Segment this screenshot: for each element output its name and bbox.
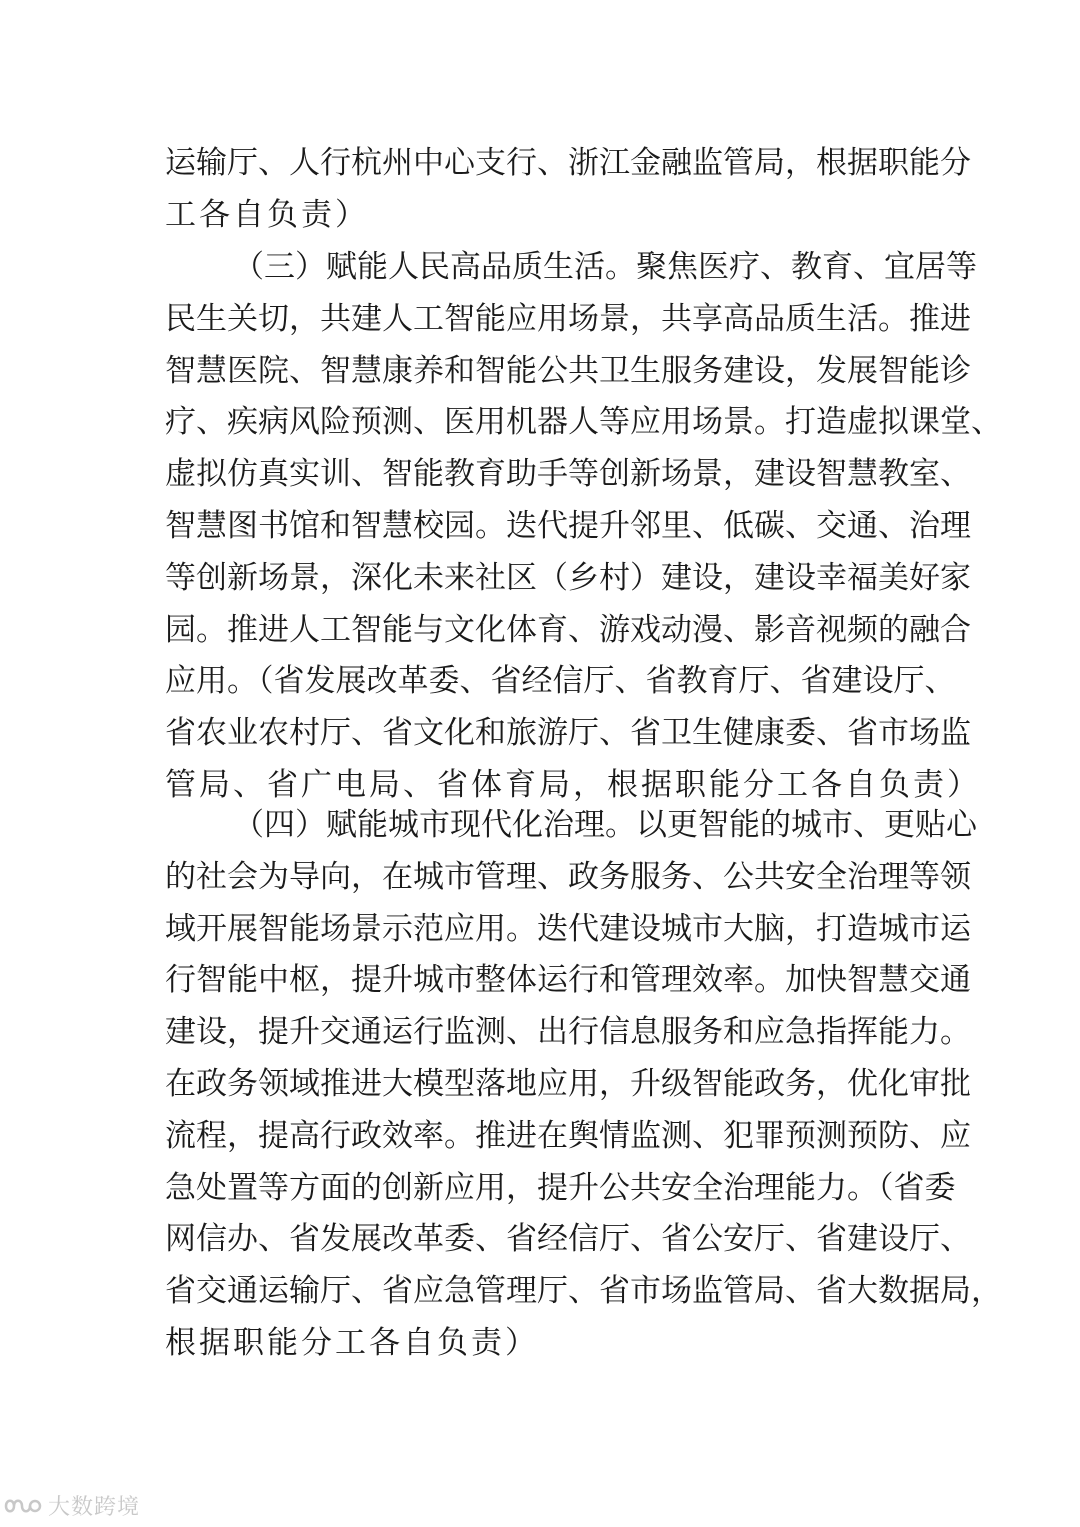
text-line: 根据职能分工各自负责） — [165, 1324, 539, 1361]
text-line: 应用。（省发展改革委、省经信厅、省教育厅、省建设厅、 — [165, 663, 956, 700]
text-line: 省交通运输厅、省应急管理厅、省市场监管局、省大数据局， — [165, 1273, 1002, 1310]
infinity-logo-icon — [4, 1494, 42, 1518]
paragraph-section-4 — [165, 800, 1002, 1370]
text-line: 域开展智能场景示范应用。迭代建设城市大脑，打造城市运 — [165, 910, 971, 947]
watermark-text: 大数跨境 — [48, 1495, 141, 1520]
text-line: 疗、疾病风险预测、医用机器人等应用场景。打造虚拟课堂、 — [165, 404, 1002, 441]
watermark — [4, 1490, 140, 1521]
section-heading-line: （四）赋能城市现代化治理。以更智能的城市、更贴心 — [233, 807, 977, 843]
text-line: 园。推进人工智能与文化体育、游戏动漫、影音视频的融合 — [165, 611, 971, 648]
text-line: 行智能中枢，提升城市整体运行和管理效率。加快智慧交通 — [165, 962, 971, 999]
text-line: 智慧医院、智慧康养和智能公共卫生服务建设，发展智能诊 — [165, 352, 971, 389]
text-line: 管局、省广电局、省体育局，根据职能分工各自负责） — [165, 766, 981, 803]
paragraph-section-3 — [165, 242, 1002, 812]
text-line: 省农业农村厅、省文化和旅游厅、省卫生健康委、省市场监 — [165, 715, 971, 752]
text-line: 在政务领域推进大模型落地应用，升级智能政务，优化审批 — [165, 1065, 971, 1102]
text-line: 智慧图书馆和智慧校园。迭代提升邻里、低碳、交通、治理 — [165, 507, 971, 544]
text-line: 流程，提高行政效率。推进在舆情监测、犯罪预测预防、应 — [165, 1117, 971, 1154]
text-line: 工各自负责） — [165, 196, 369, 233]
text-line: 民生关切，共建人工智能应用场景，共享高品质生活。推进 — [165, 300, 971, 337]
section-heading-line: （三）赋能人民高品质生活。聚焦医疗、教育、宜居等 — [233, 249, 977, 285]
text-line: 运输厅、人行杭州中心支行、浙江金融监管局，根据职能分 — [165, 145, 971, 181]
text-line: 建设，提升交通运行监测、出行信息服务和应急指挥能力。 — [165, 1014, 971, 1051]
text-line: 的社会为导向，在城市管理、政务服务、公共安全治理等领 — [165, 858, 971, 895]
text-line: 急处置等方面的创新应用，提升公共安全治理能力。（省委 — [165, 1169, 956, 1206]
paragraph-continuation — [165, 138, 971, 242]
text-line: 网信办、省发展改革委、省经信厅、省公安厅、省建设厅、 — [165, 1221, 971, 1258]
text-line: 虚拟仿真实训、智能教育助手等创新场景，建设智慧教室、 — [165, 456, 971, 493]
text-line: 等创新场景，深化未来社区（乡村）建设，建设幸福美好家 — [165, 559, 971, 596]
